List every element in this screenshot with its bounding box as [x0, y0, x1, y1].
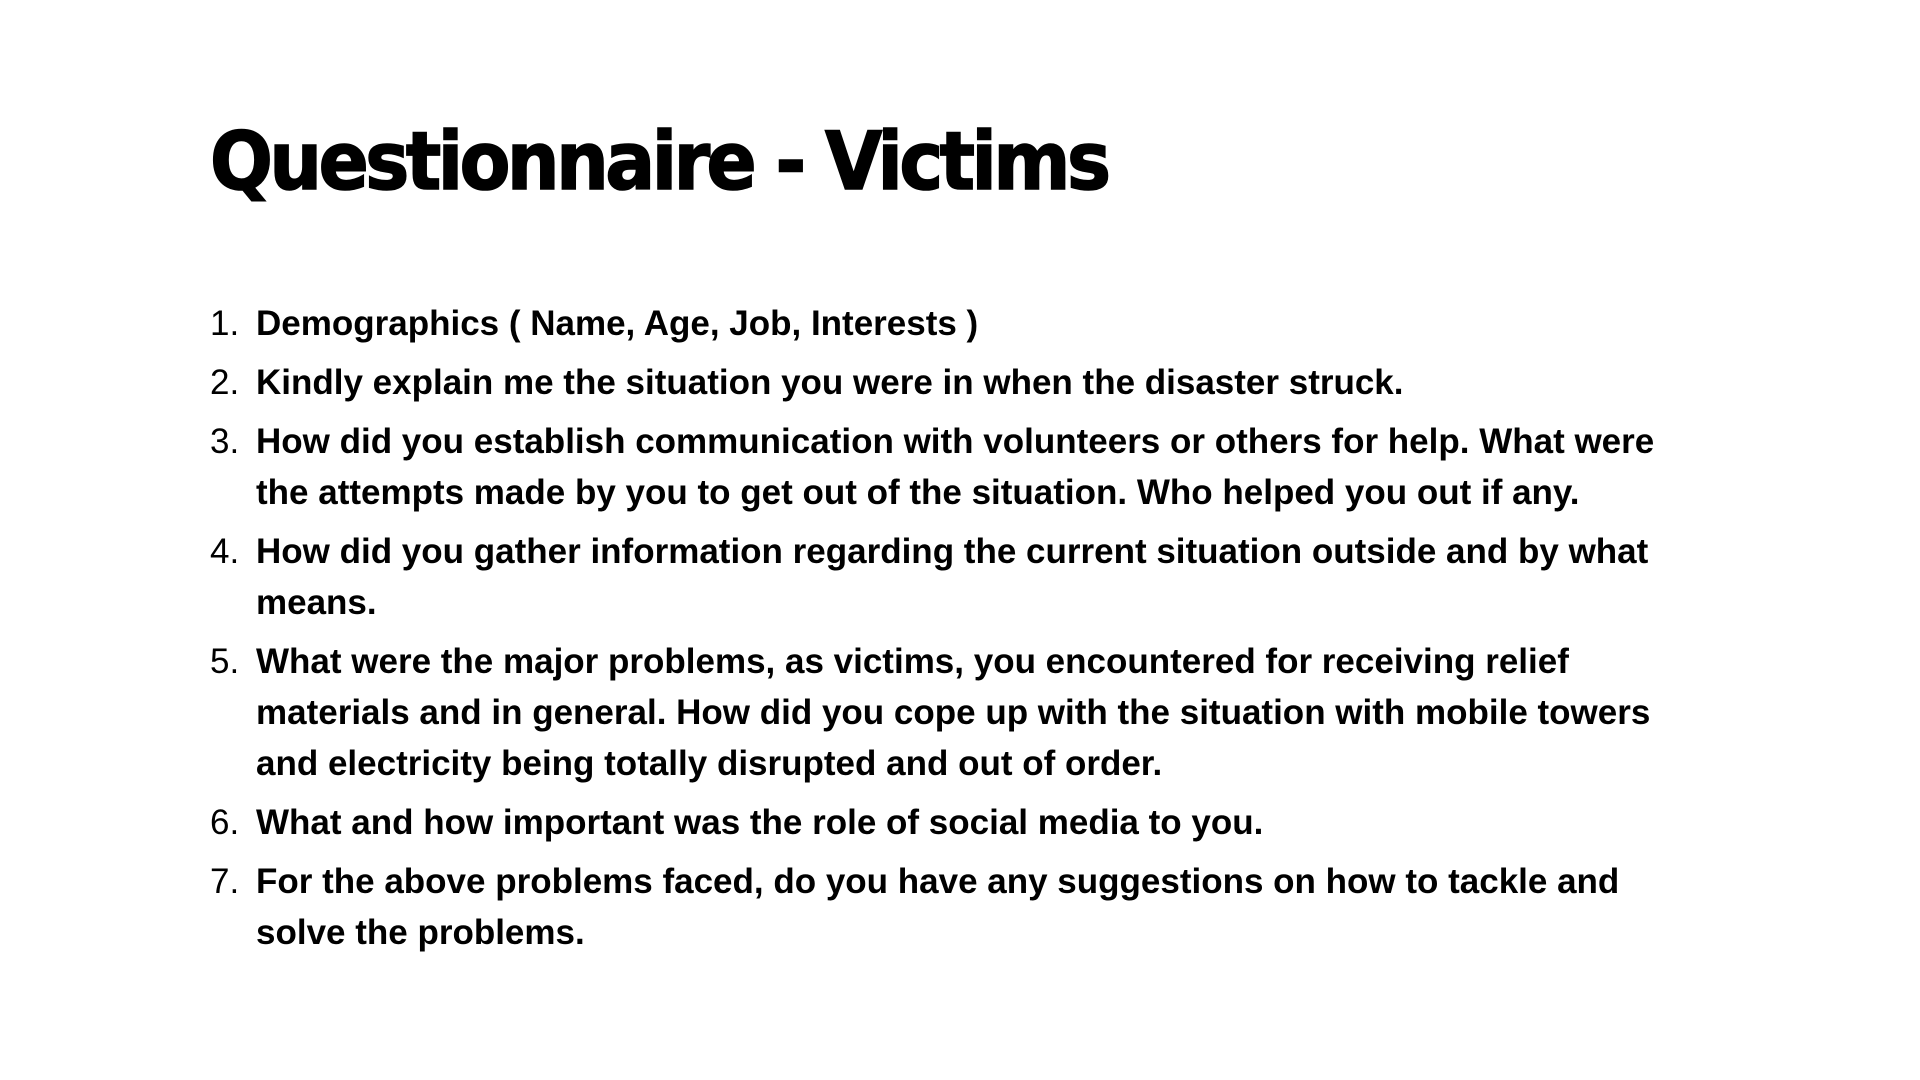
question-text: How did you gather information regarding the current situation outside and by what means.	[256, 532, 1649, 622]
question-number: 3.	[210, 422, 240, 461]
question-item	[210, 526, 1710, 628]
question-number: 4.	[210, 532, 240, 571]
question-item	[210, 797, 1710, 848]
question-text: What were the major problems, as victims, you encountered for receiving relief materials and in general. How did you cope up with the situation with mobile towers and electricity being totally disrupted and out of order.	[256, 642, 1651, 783]
question-item	[210, 636, 1710, 789]
question-item	[210, 357, 1710, 408]
question-item	[210, 298, 1710, 349]
question-number: 2.	[210, 363, 240, 402]
question-number: 1.	[210, 304, 240, 343]
question-number: 7.	[210, 862, 240, 901]
question-text: What and how important was the role of social media to you.	[256, 803, 1264, 842]
question-list	[210, 298, 1710, 966]
question-number: 6.	[210, 803, 240, 842]
question-number: 5.	[210, 642, 240, 681]
question-item	[210, 856, 1710, 958]
question-item	[210, 416, 1710, 518]
question-text: Kindly explain me the situation you were in when the disaster struck.	[256, 363, 1404, 402]
question-text: How did you establish communication with volunteers or others for help. What were the attempts made by you to get out of the situation. Who helped you out if any.	[256, 422, 1655, 512]
question-text: Demographics ( Name, Age, Job, Interests )	[256, 304, 979, 343]
slide-title: Questionnaire - Victims	[210, 115, 1108, 209]
question-text: For the above problems faced, do you have any suggestions on how to tackle and solve the problems.	[256, 862, 1620, 952]
